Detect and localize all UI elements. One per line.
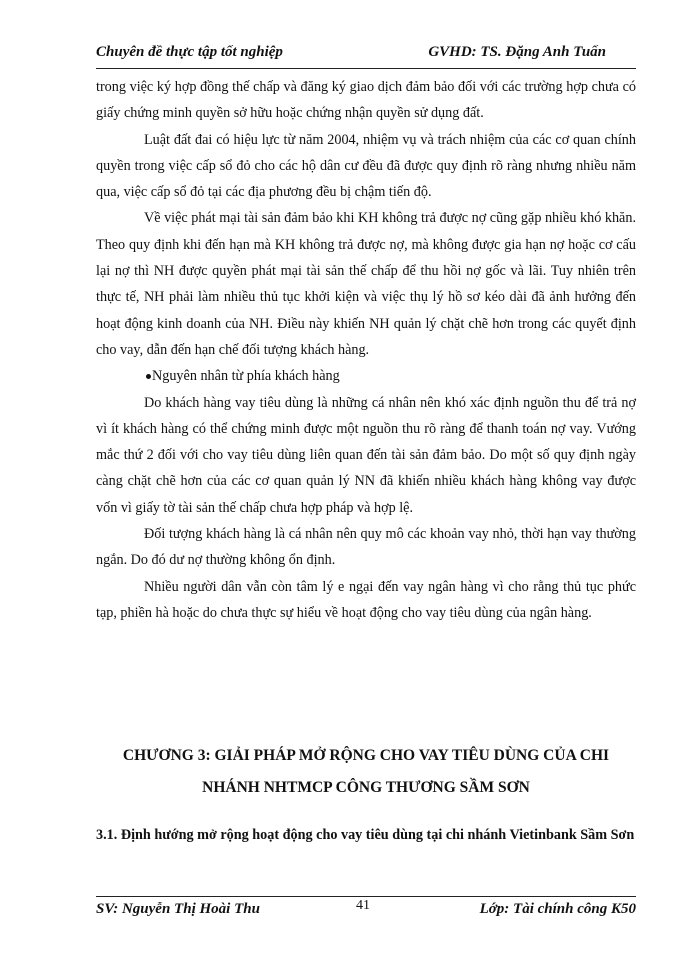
header-advisor: GVHD: TS. Đặng Anh Tuấn [428, 44, 606, 60]
footer-class: Lớp: Tài chính công K50 [479, 901, 636, 917]
chapter-heading-line: CHƯƠNG 3: GIẢI PHÁP MỞ RỘNG CHO VAY TIÊU DÙNG CỦA CHI [122, 747, 610, 764]
page-footer [96, 896, 636, 923]
paragraph: Nhiều người dân vẫn còn tâm lý e ngại đến vay ngân hàng vì cho rằng thủ tục phức tạp, phiền hà hoặc do chưa thực sự hiểu về hoạt động cho vay tiêu dùng của ngân hàng. [96, 578, 636, 621]
bullet-icon [146, 374, 151, 379]
bullet-text: Nguyên nhân từ phía khách hàng [152, 368, 340, 385]
document-body [96, 74, 636, 626]
paragraph: Về việc phát mại tài sản đảm bảo khi KH không trả được nợ cũng gặp nhiều khó khăn. Theo quy định khi đến hạn mà KH không trả được nợ, mà không được gia hạn nợ hoặc cơ cấu lại nợ thì NH được quyền phát mại tài sản thế chấp để thu hồi nợ gốc và lãi. Tuy nhiên trên thực tế, NH phải làm nhiều thủ tục khởi kiện và việc thụ lý hồ sơ kéo dài đã ảnh hưởng đến hoạt động kinh doanh của NH. Điều này khiến NH quản lý chặt chẽ hơn trong các quyết định cho vay, dẫn đến hạn chế đối tượng khách hàng. [96, 210, 636, 358]
bullet-item [96, 363, 636, 389]
page-header [96, 42, 636, 69]
page-number: 41 [356, 898, 370, 913]
chapter-heading [96, 740, 636, 804]
header-title: Chuyên đề thực tập tốt nghiệp [96, 44, 283, 60]
paragraph: Luật đất đai có hiệu lực từ năm 2004, nhiệm vụ và trách nhiệm của các cơ quan chính quyền trong việc cấp sổ đỏ cho các hộ dân cư đều đã được quy định rõ ràng nhưng nhiều năm qua, việc cấp sổ đỏ tại các địa phương đều bị chậm tiến độ. [96, 131, 636, 201]
chapter-heading-line: NHÁNH NHTMCP CÔNG THƯƠNG SẦM SƠN [202, 779, 530, 796]
paragraph: trong việc ký hợp đồng thế chấp và đăng ký giao dịch đảm bảo đối với các trường hợp chưa có giấy chứng minh quyền sở hữu hoặc chứng nhận quyền sử dụng đất. [96, 79, 636, 122]
paragraph: Đối tượng khách hàng là cá nhân nên quy mô các khoản vay nhỏ, thời hạn vay thường ngắn. Do đó dư nợ thường không ổn định. [96, 526, 636, 569]
footer-student: SV: Nguyễn Thị Hoài Thu [96, 901, 260, 917]
section-heading: 3.1. Định hướng mở rộng hoạt động cho vay tiêu dùng tại chi nhánh Vietinbank Sầm Sơn [96, 827, 635, 843]
paragraph: Do khách hàng vay tiêu dùng là những cá nhân nên khó xác định nguồn thu để trả nợ vì ít khách hàng có thể chứng minh được một nguồn thu rõ ràng để thanh toán nợ vay. Vướng mắc thứ 2 đối với cho vay tiêu dùng liên quan đến tài sản đảm bảo. Do một số quy định ngày càng chặt chẽ hơn của các cơ quan quản lý NN đã khiến nhiều khách hàng không vay được vốn vì giấy tờ tài sản thế chấp chưa hợp pháp và hợp lệ. [96, 394, 636, 516]
